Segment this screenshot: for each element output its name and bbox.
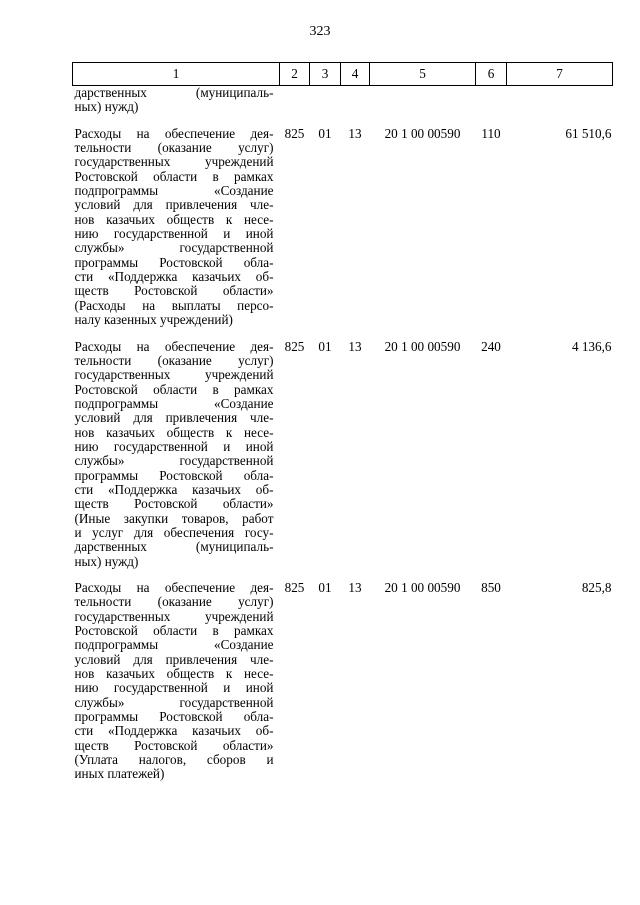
continuation-row bbox=[73, 86, 613, 127]
description-line: службы» государственной bbox=[74, 453, 274, 469]
header-col-2: 2 bbox=[280, 63, 310, 86]
header-col-1: 1 bbox=[73, 63, 280, 86]
section-code: 01 bbox=[318, 125, 332, 141]
description-line: условий для привлечения чле- bbox=[74, 410, 274, 426]
description-line: Ростовской области в рамках bbox=[74, 623, 274, 639]
page-number: 323 bbox=[309, 24, 331, 39]
description-line: Расходы на обеспечение дея- bbox=[74, 338, 274, 354]
description-line: (Расходы на выплаты персо- bbox=[74, 297, 274, 313]
amount-value: 61 510,6 bbox=[565, 125, 612, 141]
description-line: государственных учреждений bbox=[74, 154, 274, 170]
description-line: тельности (оказание услуг) bbox=[74, 140, 274, 156]
description-line: нию государственной и иной bbox=[74, 226, 274, 242]
header-col-4: 4 bbox=[341, 63, 370, 86]
description-line: программы Ростовской обла- bbox=[74, 254, 274, 270]
description-line: иных платежей) bbox=[74, 766, 165, 782]
description-line: налу казенных учреждений) bbox=[74, 312, 233, 328]
subsection-code: 13 bbox=[348, 125, 362, 141]
ministry-code: 825 bbox=[284, 125, 305, 141]
description-line: условий для привлечения чле- bbox=[74, 651, 274, 667]
header-col-5: 5 bbox=[370, 63, 476, 86]
description-line: подпрограммы «Создание bbox=[74, 183, 274, 199]
description-line: программы Ростовской обла- bbox=[74, 709, 274, 725]
description-line: службы» государственной bbox=[74, 240, 274, 256]
description-line: сти «Поддержка казачьих об- bbox=[74, 723, 274, 739]
description-line: Расходы на обеспечение дея- bbox=[74, 580, 274, 595]
continuation-description bbox=[73, 86, 280, 127]
description-line: тельности (оказание услуг) bbox=[74, 594, 274, 610]
description-line: (Иные закупки товаров, работ bbox=[74, 510, 274, 526]
header-row bbox=[73, 63, 613, 86]
description-line: службы» государственной bbox=[74, 694, 274, 710]
description-line: государственных учреждений bbox=[74, 608, 274, 624]
description-line: Ростовской области в рамках bbox=[74, 168, 274, 184]
header-col-3: 3 bbox=[310, 63, 341, 86]
description-line: сти «Поддержка казачьих об- bbox=[74, 481, 274, 497]
target-article-code: 20 1 00 00590 bbox=[384, 125, 461, 141]
section-code: 01 bbox=[318, 580, 332, 595]
target-article-code: 20 1 00 00590 bbox=[384, 580, 461, 595]
description-line: подпрограммы «Создание bbox=[74, 395, 274, 411]
header-col-7: 7 bbox=[507, 63, 613, 86]
continuation-line: ных) нужд) bbox=[74, 99, 139, 115]
description-line: дарственных (муниципаль- bbox=[74, 539, 274, 555]
description-line: Ростовской области в рамках bbox=[74, 381, 274, 397]
subsection-code: 13 bbox=[348, 338, 362, 354]
description-line: (Уплата налогов, сборов и bbox=[74, 752, 274, 768]
target-article-code: 20 1 00 00590 bbox=[384, 338, 461, 354]
amount-value: 4 136,6 bbox=[571, 338, 612, 354]
expense-type-code: 110 bbox=[481, 125, 501, 141]
description-line: Расходы на обеспечение дея- bbox=[74, 125, 274, 141]
description-line: нию государственной и иной bbox=[74, 438, 274, 454]
description-line: нию государственной и иной bbox=[74, 680, 274, 696]
description-line: ществ Ростовской области» bbox=[74, 496, 274, 512]
amount-value: 825,8 bbox=[581, 580, 612, 595]
ministry-code: 825 bbox=[284, 580, 305, 595]
description-line: подпрограммы «Создание bbox=[74, 637, 274, 653]
description-line: нов казачьих обществ к несе- bbox=[74, 424, 274, 440]
row-description bbox=[73, 581, 280, 794]
description-line: программы Ростовской обла- bbox=[74, 467, 274, 483]
table-row bbox=[73, 127, 613, 340]
description-line: ществ Ростовской области» bbox=[74, 737, 274, 753]
continuation-line: дарственных (муниципаль- bbox=[74, 85, 274, 100]
description-line: ных) нужд) bbox=[74, 553, 139, 569]
description-line: ществ Ростовской области» bbox=[74, 283, 274, 299]
description-line: сти «Поддержка казачьих об- bbox=[74, 269, 274, 285]
description-line: нов казачьих обществ к несе- bbox=[74, 666, 274, 682]
section-code: 01 bbox=[318, 338, 332, 354]
ministry-code: 825 bbox=[284, 338, 305, 354]
header-col-6: 6 bbox=[476, 63, 507, 86]
description-line: условий для привлечения чле- bbox=[74, 197, 274, 213]
description-line: государственных учреждений bbox=[74, 367, 274, 383]
description-line: тельности (оказание услуг) bbox=[74, 352, 274, 368]
table-row bbox=[73, 581, 613, 794]
description-line: нов казачьих обществ к несе- bbox=[74, 211, 274, 227]
row-description bbox=[73, 127, 280, 340]
expense-type-code: 850 bbox=[481, 580, 501, 595]
budget-table bbox=[72, 62, 613, 794]
expense-type-code: 240 bbox=[481, 338, 501, 354]
subsection-code: 13 bbox=[348, 580, 362, 595]
table-row bbox=[73, 340, 613, 582]
row-description bbox=[73, 340, 280, 582]
description-line: и услуг для обеспечения госу- bbox=[74, 524, 274, 540]
